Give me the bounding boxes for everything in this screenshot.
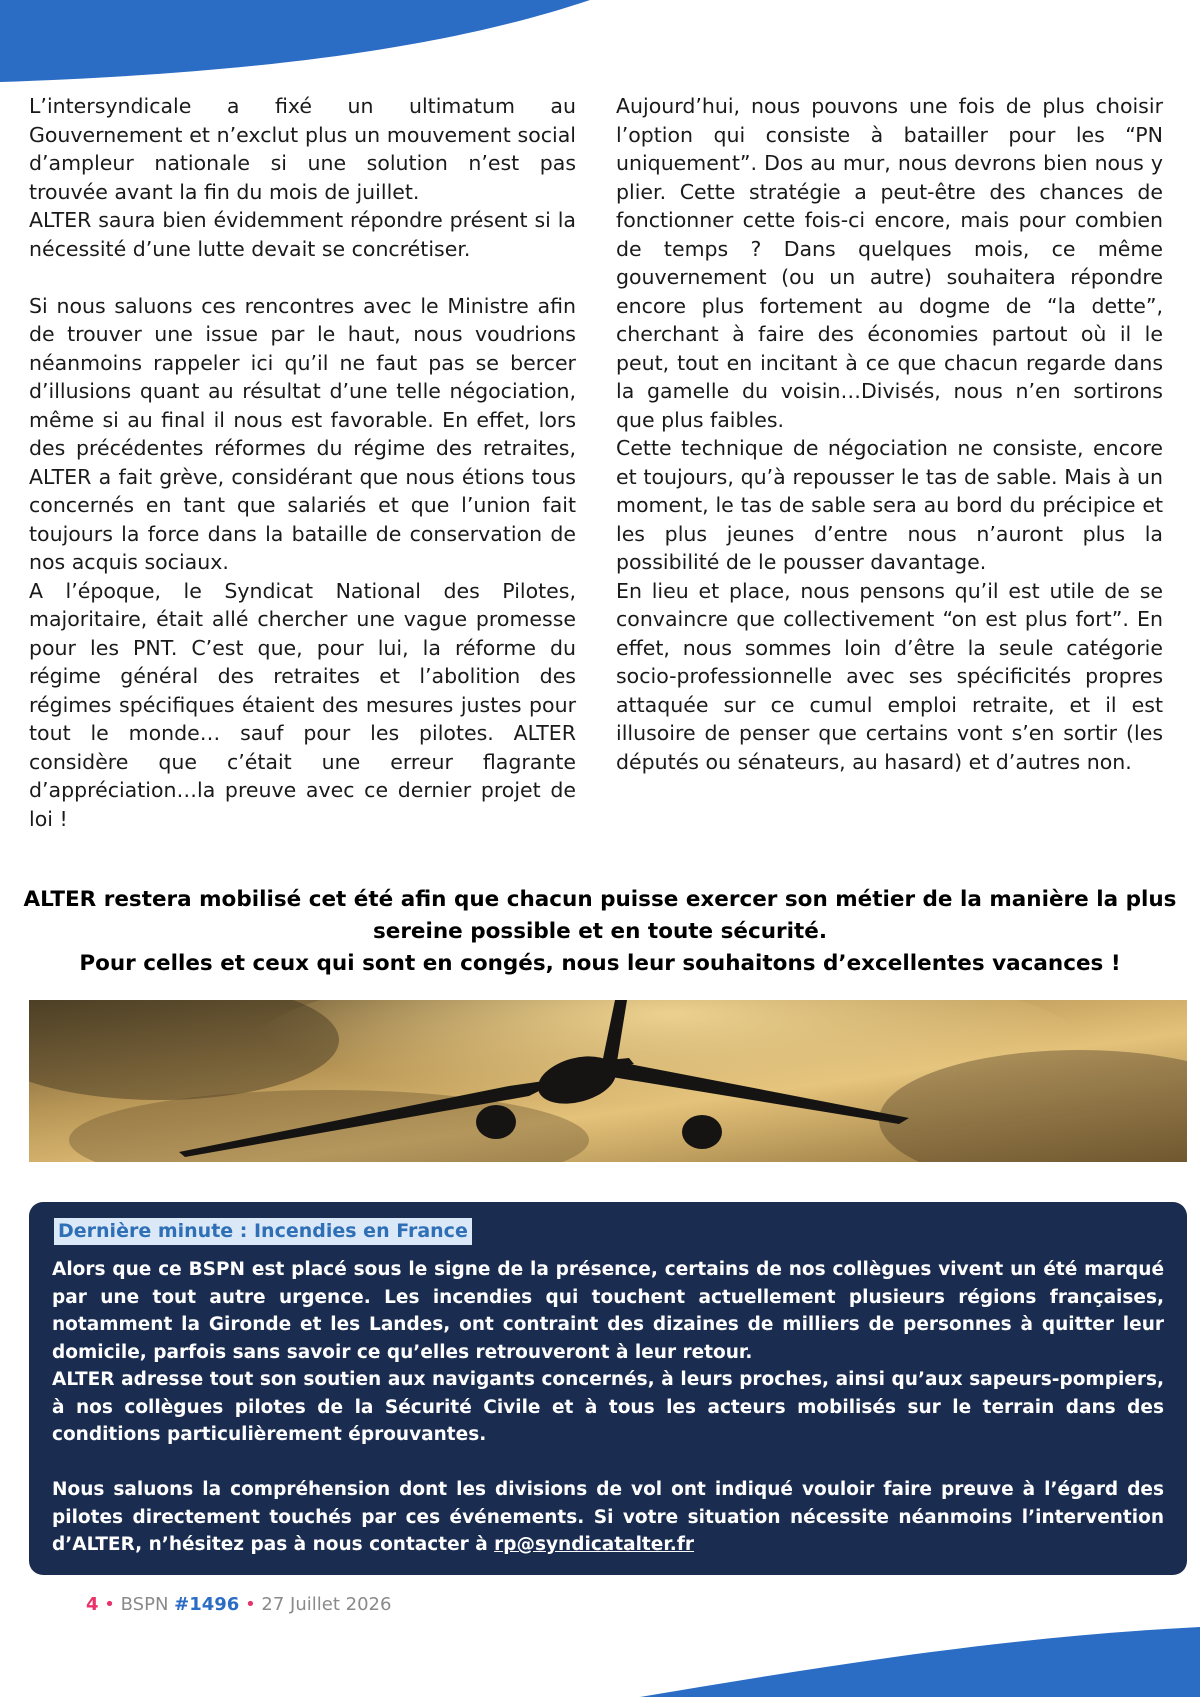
highlight-message <box>20 884 1180 980</box>
left-column <box>29 92 576 833</box>
paragraph: Cette technique de négociation ne consiste, encore et toujours, qu’à repousser le tas de sable. Mais à un moment, le tas de sable sera au bord du précipice et les plus jeunes d’entre nous n’auront plus la possibilité de le pousser davantage. <box>616 436 1163 574</box>
issue-number: #1496 <box>174 1594 240 1615</box>
paragraph: Aujourd’hui, nous pouvons une fois de plus choisir l’option qui consiste à batailler pour les “PN uniquement”. Dos au mur, nous devrons bien nous y plier. Cette stratégie a peut-être des chances de fonctionner cette fois-ci encore, mais pour combien de temps ? Dans quelques mois, ce même gouvernement (ou un autre) souhaitera répondre encore plus fortement au dogme de “la dette”, cherchant à faire des économies partout où il le peut, tout en incitant à ce que chacun regarde dans la gamelle du voisin…Divisés, nous n’en sortirons que plus faibles. <box>616 94 1163 432</box>
paragraph: A l’époque, le Syndicat National des Pilotes, majoritaire, était allé chercher une vague promesse pour les PNT. C’est que, pour lui, la réforme du régime général des retraites et l’abolition des régimes spécifiques étaient des mesures justes pour tout le monde… sauf pour les pilotes. ALTER considère que c’était une erreur flagrante d’appréciation…la preuve avec ce dernier projet de loi ! <box>29 578 576 831</box>
paragraph <box>52 1476 1164 1559</box>
highlight-line: Pour celles et ceux qui sont en congés, nous leur souhaitons d’excellentes vacances ! <box>79 951 1121 976</box>
paragraph: Si nous saluons ces rencontres avec le Ministre afin de trouver une issue par le haut, nous voudrions néanmoins rappeler ici qu’il ne faut pas se bercer d’illusions quant au résultat d’une telle négociation, même si au final il nous est favorable. En effet, lors des précédentes réformes du régime des retraites, ALTER a fait grève, considérant que nous étions tous concernés en tant que salariés et que l’union fait toujours la force dans la bataille de conservation de nos acquis sociaux. <box>29 293 576 574</box>
separator: • <box>104 1594 115 1615</box>
right-column <box>616 92 1163 833</box>
publication-name: BSPN <box>120 1594 169 1615</box>
breaking-news-box <box>29 1202 1187 1575</box>
paragraph: L’intersyndicale a fixé un ultimatum au Gouvernement et n’exclut plus un mouvement social d’ampleur nationale si une solution n’est pas trouvée avant la fin du mois de juillet. <box>29 94 576 204</box>
paragraph: ALTER saura bien évidemment répondre présent si la nécessité d’une lutte devait se concrétiser. <box>29 208 576 261</box>
separator: • <box>245 1594 256 1615</box>
news-box-body <box>52 1256 1164 1559</box>
article-columns <box>29 92 1163 833</box>
paragraph-text: Nous saluons la compréhension dont les divisions de vol ont indiqué vouloir faire preuve à l’égard des pilotes directement touchés par ces événements. Si votre situation nécessite néanmoins l’intervention d’ALTER, n’hésitez pas à nous contacter à <box>52 1479 1164 1555</box>
airplane-photo <box>29 1000 1187 1162</box>
paragraph: Alors que ce BSPN est placé sous le signe de la présence, certains de nos collègues vivent un été marqué par une tout autre urgence. Les incendies qui touchent actuellement plusieurs régions françaises, notamment la Gironde et les Landes, ont contraint des dizaines de milliers de personnes à quitter leur domicile, parfois sans savoir ce qu’elles retrouveront à leur retour. <box>52 1259 1164 1363</box>
paragraph: ALTER adresse tout son soutien aux navigants concernés, à leurs proches, ainsi qu’aux sapeurs-pompiers, à nos collègues pilotes de la Sécurité Civile et à tous les acteurs mobilisés sur le terrain dans des conditions particulièrement éprouvantes. <box>52 1369 1164 1445</box>
paragraph: En lieu et place, nous pensons qu’il est utile de se convaincre que collectivement “on est plus fort”. En effet, nous sommes loin d’être la seule catégorie socio-professionnelle avec ses spécificités propres attaquée sur ce cumul emploi retraite, et il est illusoire de penser que certains vont s’en sortir (les députés ou sénateurs, au hasard) et d’autres non. <box>616 578 1163 774</box>
bottom-wave-decoration <box>0 1607 1200 1697</box>
top-wave-decoration <box>0 0 1200 90</box>
email-link[interactable]: rp@syndicatalter.fr <box>494 1534 695 1555</box>
news-box-title: Dernière minute : Incendies en France <box>54 1218 472 1245</box>
publication-date: 27 Juillet 2026 <box>261 1594 392 1615</box>
highlight-line: ALTER restera mobilisé cet été afin que chacun puisse exercer son métier de la manière la plus sereine possible et en toute sécurité. <box>23 887 1177 944</box>
page-number: 4 <box>86 1594 99 1615</box>
